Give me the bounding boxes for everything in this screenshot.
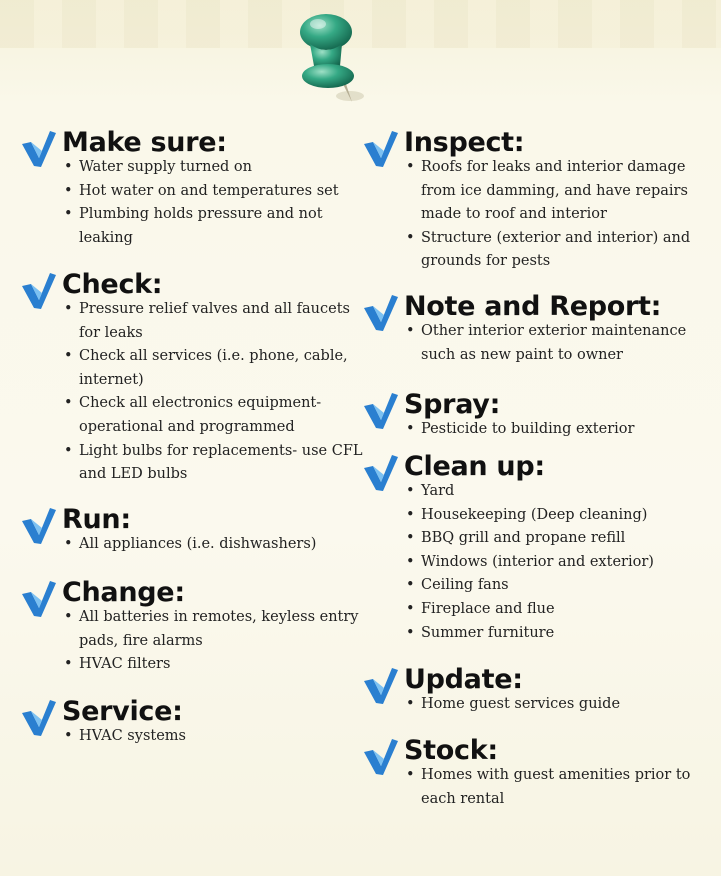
section-heading: Clean up: (404, 451, 545, 482)
section-heading: Note and Report: (404, 291, 662, 322)
section-heading: Stock: (404, 735, 498, 766)
section-heading: Change: (62, 577, 185, 608)
section-items (62, 725, 367, 749)
list-item: • Yard (404, 480, 704, 504)
list-item: • Structure (exterior and interior) and grounds for pests (404, 227, 704, 274)
list-item: • Light bulbs for replacements- use CFL and LED bulbs (62, 440, 367, 487)
section-items (404, 693, 704, 717)
list-item: • All appliances (i.e. dishwashers) (62, 533, 367, 557)
list-item: • Windows (interior and exterior) (404, 551, 704, 575)
list-item: • Homes with guest amenities prior to each rental (404, 764, 704, 811)
list-item: • Other interior exterior maintenance such as new paint to owner (404, 320, 704, 367)
checkmark-icon (20, 578, 58, 618)
checkmark-icon (362, 128, 400, 168)
section-items (62, 156, 367, 250)
checkmark-icon (20, 270, 58, 310)
checkmark-icon (362, 292, 400, 332)
list-item: • Water supply turned on (62, 156, 367, 180)
section-items (404, 156, 704, 274)
section-heading: Spray: (404, 389, 501, 420)
checkmark-icon (20, 697, 58, 737)
list-item: • Roofs for leaks and interior damage from ice damming, and have repairs made to roof and interior (404, 156, 704, 227)
list-item: • BBQ grill and propane refill (404, 527, 704, 551)
section-items (404, 320, 704, 367)
list-item: • Check all electronics equipment- operational and programmed (62, 392, 367, 439)
list-item: • Pressure relief valves and all faucets for leaks (62, 298, 367, 345)
list-item: • All batteries in remotes, keyless entry pads, fire alarms (62, 606, 367, 653)
list-item: • Ceiling fans (404, 574, 704, 598)
checkmark-icon (20, 128, 58, 168)
section-heading: Update: (404, 664, 523, 695)
section-items (62, 298, 367, 487)
section-heading: Check: (62, 269, 163, 300)
list-item: • Housekeeping (Deep cleaning) (404, 504, 704, 528)
section-items (404, 418, 704, 442)
list-item: • Hot water on and temperatures set (62, 180, 367, 204)
list-item: • Home guest services guide (404, 693, 704, 717)
section-items (62, 606, 367, 677)
checkmark-icon (362, 736, 400, 776)
list-item: • Summer furniture (404, 622, 704, 646)
checkmark-icon (20, 505, 58, 545)
section-items (404, 764, 704, 811)
section-items (62, 533, 367, 557)
checkmark-icon (362, 390, 400, 430)
checkmark-icon (362, 452, 400, 492)
list-item: • Plumbing holds pressure and not leaking (62, 203, 367, 250)
list-item: • HVAC filters (62, 653, 367, 677)
list-item: • Fireplace and flue (404, 598, 704, 622)
pushpin-icon (292, 10, 372, 110)
section-items (404, 480, 704, 645)
section-heading: Run: (62, 504, 131, 535)
list-item: • HVAC systems (62, 725, 367, 749)
list-item: • Pesticide to building exterior (404, 418, 704, 442)
section-heading: Inspect: (404, 127, 525, 158)
checkmark-icon (362, 665, 400, 705)
list-item: • Check all services (i.e. phone, cable, internet) (62, 345, 367, 392)
section-heading: Make sure: (62, 127, 227, 158)
section-heading: Service: (62, 696, 183, 727)
